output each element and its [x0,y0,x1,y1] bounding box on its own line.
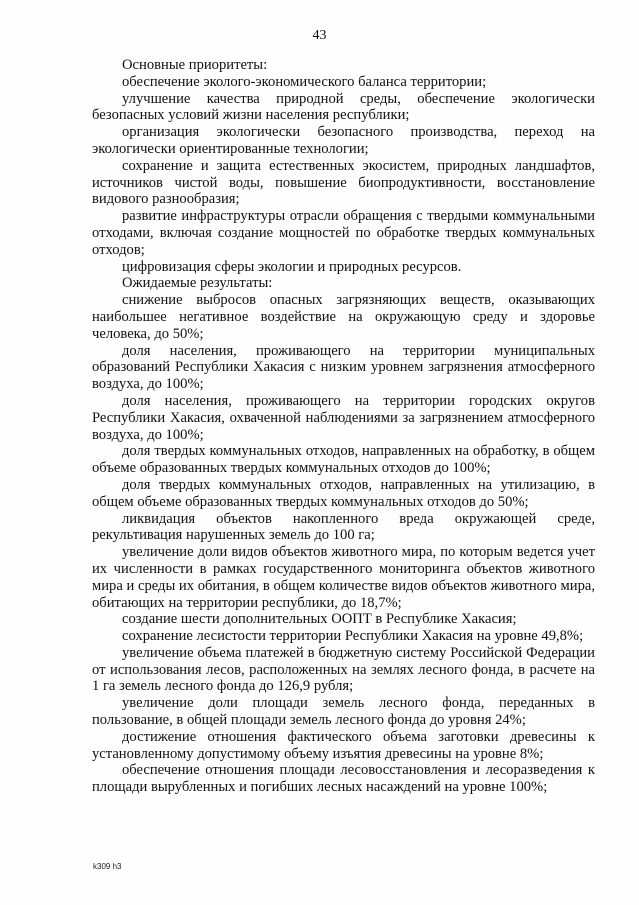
paragraph-result-13: обеспечение отношения площади лесовосстановления и лесоразведения к площади вырубленных и погибших лесных насаждений на уровне 100%; [92,762,595,796]
paragraph-result-4: доля твердых коммунальных отходов, направленных на обработку, в общем объеме образованных твердых коммунальных отходов до 100%; [92,443,595,477]
paragraph-result-1: снижение выбросов опасных загрязняющих веществ, оказывающих наибольшее негативное воздействие на окружающую среду и здоровье человека, до 50%; [92,292,595,342]
page-number: 43 [312,28,327,43]
paragraph-results-heading: Ожидаемые результаты: [122,275,273,292]
footer-code: k309 h3 [93,862,122,871]
paragraph-result-5: доля твердых коммунальных отходов, направленных на утилизацию, в общем объеме образованных твердых коммунальных отходов до 50%; [92,476,595,510]
paragraph-result-7: увеличение доли видов объектов животного мира, по которым ведется учет их численности в рамках государственного мониторинга объектов животного мира и среды их обитания, в общем количестве видов объектов животного мира, обитающих на территории республики, до 18,7%; [92,544,595,611]
paragraph-result-9: сохранение лесистости территории Республики Хакасия на уровне 49,8%; [122,628,584,645]
document-body [92,57,595,796]
paragraph-result-2: доля населения, проживающего на территории муниципальных образований Республики Хакасия с низким уровнем загрязнения атмосферного воздуха, до 100%; [92,342,595,393]
paragraph-priority-5: развитие инфраструктуры отрасли обращения с твердыми коммунальными отходами, включая создание мощностей по обработке твердых коммунальных отходов; [92,208,595,258]
paragraph-result-12: достижение отношения фактического объема заготовки древесины к установленному допустимому объему изъятия древесины на уровне 8%; [92,728,595,762]
paragraph-result-10: увеличение объема платежей в бюджетную систему Российской Федерации от использования лесов, расположенных на землях лесного фонда, в расчете на 1 га земель лесного фонда до 126,9 рубля; [92,644,595,695]
paragraph-result-8: создание шести дополнительных ООПТ в Республике Хакасия; [122,611,517,628]
paragraph-priorities-heading: Основные приоритеты: [122,57,268,73]
paragraph-priority-4: сохранение и защита естественных экосистем, природных ландшафтов, источников чистой воды, повышение биопродуктивности, восстановление видового разнообразия; [92,157,595,208]
paragraph-priority-1: обеспечение эколого-экономического баланса территории; [122,73,487,90]
paragraph-result-3: доля населения, проживающего на территории городских округов Республики Хакасия, охваченной наблюдениями за загрязнением атмосферного воздуха, до 100%; [92,392,595,443]
paragraph-result-11: увеличение доли площади земель лесного фонда, переданных в пользование, в общей площади земель лесного фонда до уровня 24%; [92,695,595,729]
paragraph-result-6: ликвидация объектов накопленного вреда окружающей среде, рекультивация нарушенных земель до 100 га; [92,510,595,544]
paragraph-priority-6: цифровизация сферы экологии и природных ресурсов. [122,258,462,275]
paragraph-priority-2: улучшение качества природной среды, обеспечение экологически безопасных условий жизни населения республики; [92,90,595,124]
paragraph-priority-3: организация экологически безопасного производства, переход на экологически ориентированные технологии; [92,124,595,157]
